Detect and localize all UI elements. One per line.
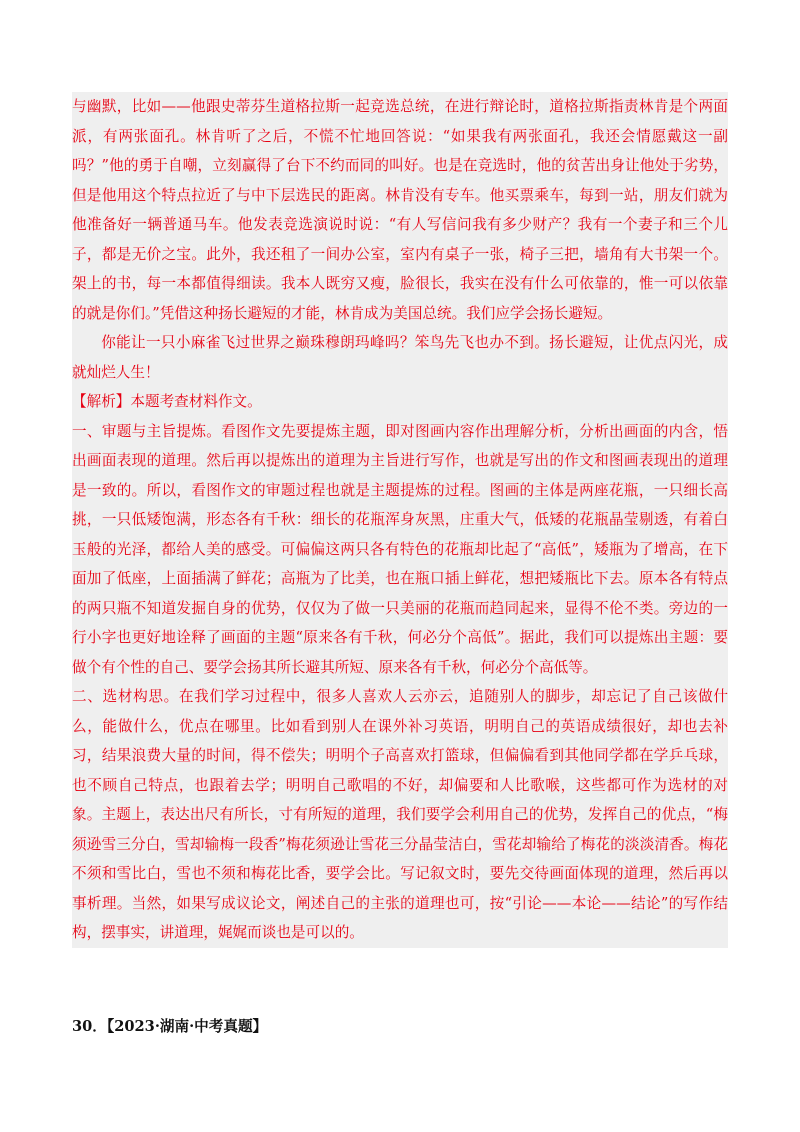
question-heading bbox=[72, 1012, 267, 1042]
analysis-paragraph-1: 一、审题与主旨提炼。看图作文先要提炼主题，即对图画内容作出理解分析，分析出画面的内含，悟出画面表现的道理。然后再以提炼出的道理为主旨进行写作，也就是写出的作文和图画表现出的道理是一致的。所以，看图作文的审题过程也就是主题提炼的过程。图画的主体是两座花瓶，一只细长高挑，一只低矮饱满，形态各有千秋：细长的花瓶浑身灰黑，庄重大气，低矮的花瓶晶莹剔透，有着白玉般的光泽，都给人美的感受。可偏偏这两只各有特色的花瓶却比起了“高低”，矮瓶为了增高，在下面加了低座，上面插满了鲜花；高瓶为了比美，也在瓶口插上鲜花，想把矮瓶比下去。原本各有特点的两只瓶不知道发掘自身的优势，仅仅为了做一只美丽的花瓶而趋同起来，显得不伦不类。旁边的一行小字也更好地诠释了画面的主题“原来各有千秋，何必分个高低”。据此，我们可以提炼出主题：要做个有个性的自己、要学会扬其所长避其所短、原来各有千秋，何必分个高低等。 bbox=[72, 422, 728, 676]
answer-block bbox=[72, 92, 728, 948]
analysis-paragraph-2: 二、选材构思。在我们学习过程中，很多人喜欢人云亦云，追随别人的脚步，却忘记了自己该做什么，能做什么，优点在哪里。比如看到别人在课外补习英语，明明自己的英语成绩很好，却也去补习，结果浪费大量的时间，得不偿失；明明个子高喜欢打篮球，但偏偏看到其他同学都在学乒乓球，也不顾自己特点，也跟着去学；明明自己歌唱的不好，却偏要和人比歌喉，这些都可作为选材的对象。主题上，表达出尺有所长，寸有所短的道理，我们要学会利用自己的优势，发挥自己的优点，“梅须逊雪三分白，雪却输梅一段香”梅花须逊让雪花三分晶莹洁白，雪花却输给了梅花的淡淡清香。梅花不须和雪比白，雪也不须和梅花比香，要学会比。写记叙文时，要先交待画面体现的道理，然后再以事析理。当然，如果写成议论文，阐述自己的主张的道理也可，按“引论——本论——结论”的写作结构，摆事实，讲道理，娓娓而谈也是可以的。 bbox=[72, 688, 728, 941]
question-number: 30． bbox=[72, 1018, 107, 1035]
essay-paragraph-1: 与幽默，比如——他跟史蒂芬生道格拉斯一起竞选总统，在进行辩论时，道格拉斯指责林肯是个两面派，有两张面孔。林肯听了之后，不慌不忙地回答说：“如果我有两张面孔，我还会情愿戴这一副吗？”他的勇于自嘲，立刻赢得了台下不约而同的叫好。也是在竞选时，他的贫苦出身让他处于劣势，但是他用这个特点拉近了与中下层选民的距离。林肯没有专车。他买票乘车，每到一站，朋友们就为他准备好一辆普通马车。他发表竞选演说时说：“有人写信问我有多少财产？我有一个妻子和三个儿子，都是无价之宝。此外，我还租了一间办公室，室内有桌子一张，椅子三把，墙角有大书架一个。架上的书，每一本都值得细读。我本人既穷又瘦，脸很长，我实在没有什么可依靠的，惟一可以依靠的就是你们。”凭借这种扬长避短的才能，林肯成为美国总统。我们应学会扬长避短。 bbox=[72, 98, 728, 322]
analysis-intro bbox=[72, 387, 728, 417]
question-source: 【2023·湖南·中考真题】 bbox=[106, 1018, 268, 1035]
analysis-label: 【解析】 bbox=[72, 393, 131, 410]
essay-paragraph-2: 你能让一只小麻雀飞过世界之巅珠穆朗玛峰吗？笨鸟先飞也办不到。扬长避短，让优点闪光，成就灿烂人生！ bbox=[72, 334, 728, 381]
analysis-intro-text: 本题考查材料作文。 bbox=[130, 393, 262, 410]
